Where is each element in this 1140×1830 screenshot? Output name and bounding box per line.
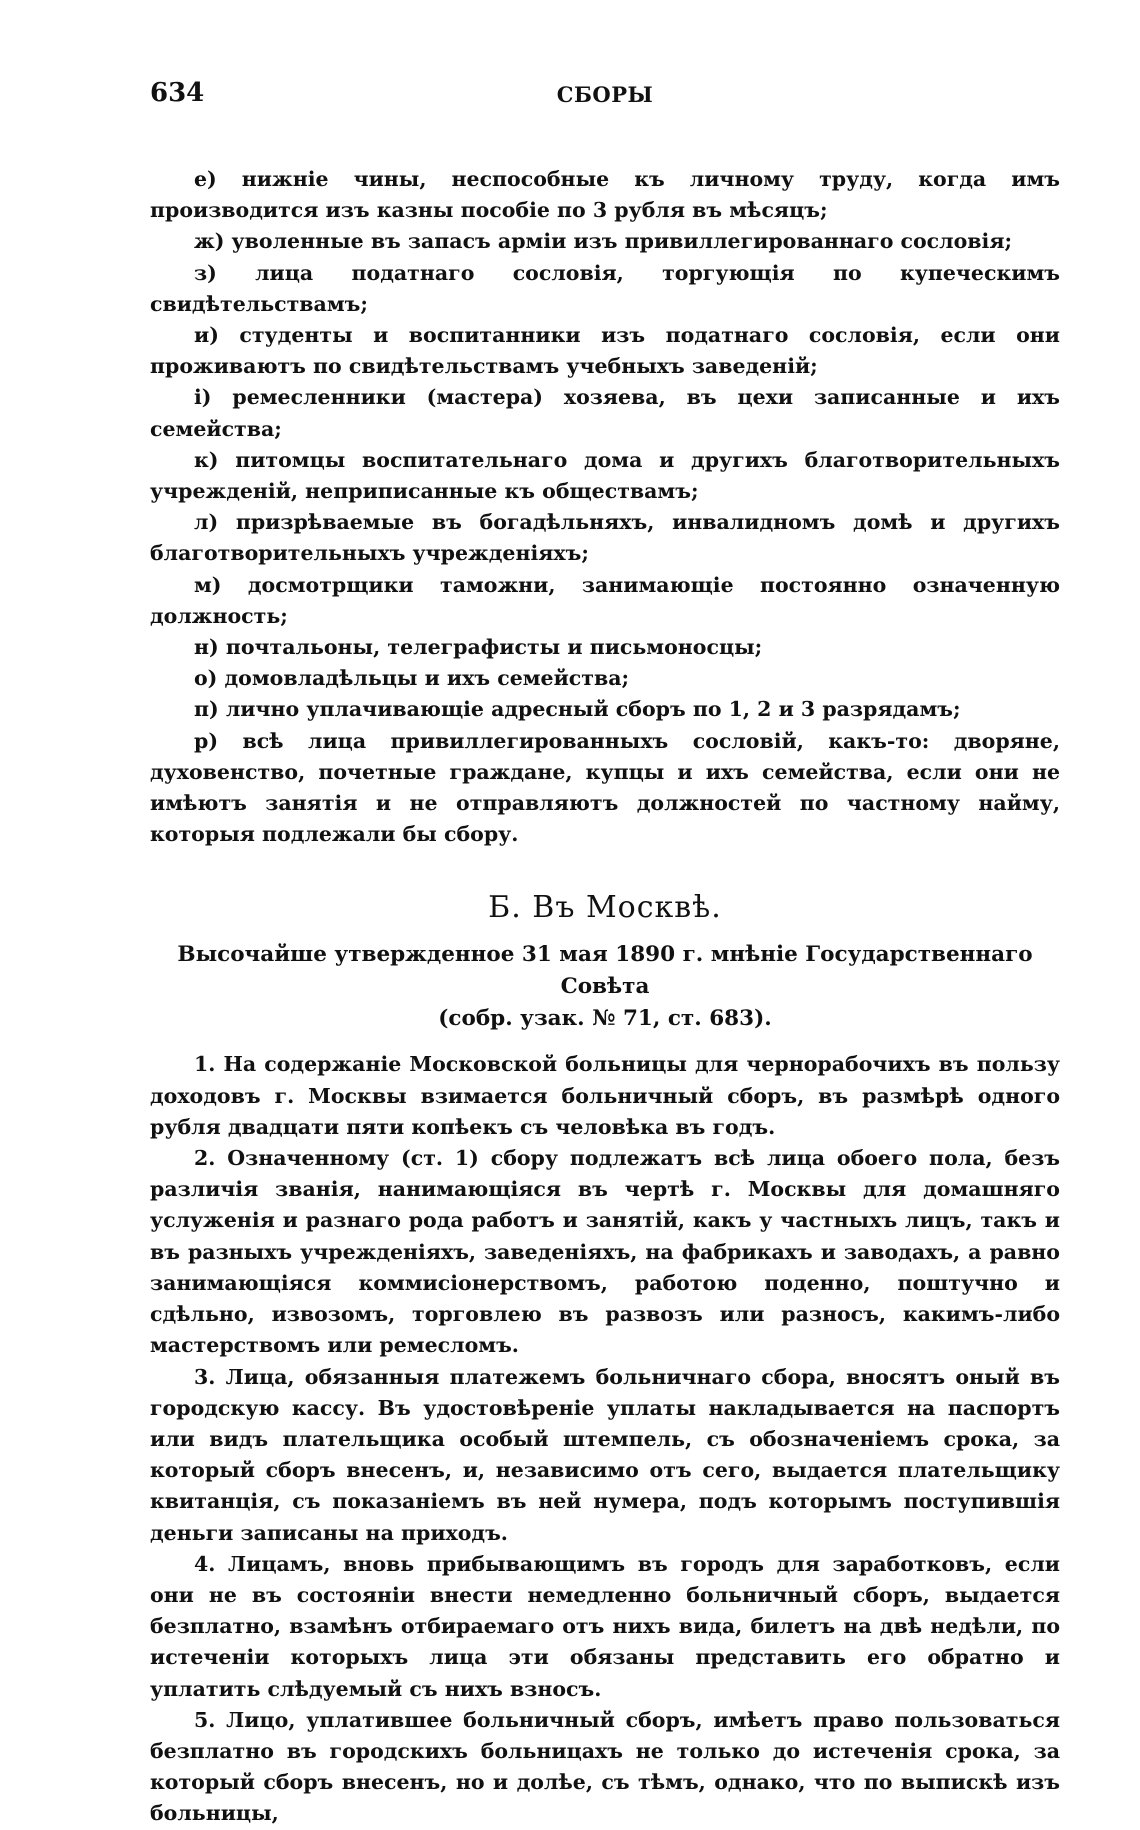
list-item: н) почтальоны, телеграфисты и письмоносцы; (194, 635, 763, 660)
decree-title (150, 939, 1060, 1035)
list-item: з) лица податнаго сословія, торгующія по купеческимъ свидѣтельствамъ; (150, 260, 1060, 316)
list-item: и) студенты и воспитанники изъ податнаго сословія, если они проживаютъ по свидѣтельствамъ учебныхъ заведеній; (150, 323, 1060, 379)
section-heading: Б. Въ Москвѣ. (488, 890, 722, 926)
decree-title-line: Высочайше утвержденное 31 мая 1890 г. мнѣніе Государственнаго Совѣта (177, 942, 1033, 1000)
decree-articles (150, 1049, 1060, 1829)
list-item: п) лично уплачивающіе адресный сборъ по 1, 2 и 3 разрядамъ; (194, 697, 961, 722)
decree-citation: (собр. узак. № 71, ст. 683). (438, 1006, 772, 1032)
article-paragraph: 1. На содержаніе Московской больницы для чернорабочихъ въ пользу доходовъ г. Москвы взимается больничный сборъ, въ размѣрѣ одного рубля двадцати пяти копѣекъ съ человѣка въ годъ. (150, 1052, 1060, 1139)
list-item: е) нижніе чины, неспособные къ личному труду, когда имъ производится изъ казны пособіе по 3 рубля въ мѣсяцъ; (150, 167, 1060, 223)
list-item: ж) уволенные въ запасъ арміи изъ привиллегированнаго сословія; (194, 229, 1013, 254)
article-paragraph: 4. Лицамъ, вновь прибывающимъ въ городъ для заработковъ, если они не въ состояніи внести немедленно больничный сборъ, выдается безплатно, взамѣнъ отбираемаго отъ нихъ вида, билетъ на двѣ недѣли, по истеченіи которыхъ лица эти обязаны представить его обратно и уплатить слѣдуемый съ нихъ взносъ. (150, 1551, 1060, 1701)
list-item: о) домовладѣльцы и ихъ семейства; (194, 666, 630, 691)
page-number: 634 (150, 78, 205, 108)
exemption-list (150, 164, 1060, 850)
article-paragraph: 2. Означенному (ст. 1) сбору подлежатъ всѣ лица обоего пола, безъ различія званія, нанимающіяся въ чертѣ г. Москвы для домашняго услуженія и разнаго рода работъ и занятій, какъ у частныхъ лицъ, такъ и въ разныхъ учрежденіяхъ, заведеніяхъ, на фабрикахъ и заводахъ, а равно занимающіяся коммисіонерствомъ, работою поденно, поштучно и сдѣльно, извозомъ, торговлею въ развозъ или разносъ, какимъ-либо мастерствомъ или ремесломъ. (150, 1146, 1060, 1358)
list-item: л) призрѣваемые въ богадѣльняхъ, инвалидномъ домѣ и другихъ благотворительныхъ учрежденіяхъ; (150, 510, 1060, 566)
running-title: СБОРЫ (556, 82, 654, 107)
list-item: р) всѣ лица привиллегированныхъ сословій, какъ-то: дворяне, духовенство, почетные граждане, купцы и ихъ семейства, если они не имѣютъ занятія и не отправляютъ должностей по частному найму, которыя подлежали бы сбору. (150, 728, 1060, 847)
list-item: м) досмотрщики таможни, занимающіе постоянно означенную должность; (150, 572, 1060, 628)
running-head (150, 78, 1060, 118)
list-item: і) ремесленники (мастера) хозяева, въ цехи записанные и ихъ семейства; (150, 385, 1060, 441)
article-paragraph: 3. Лица, обязанныя платежемъ больничнаго сбора, вносятъ оный въ городскую кассу. Въ удостовѣреніе уплаты накладывается на паспортъ или видъ плательщика особый штемпель, съ обозначеніемъ срока, за который сборъ внесенъ, и, независимо отъ сего, выдается плательщику квитанція, съ показаніемъ въ ней нумера, подъ которымъ поступившія деньги записаны на приходъ. (150, 1364, 1060, 1545)
list-item: к) питомцы воспитательнаго дома и другихъ благотворительныхъ учрежденій, неприписанные къ обществамъ; (150, 447, 1060, 504)
article-paragraph: 5. Лицо, уплатившее больничный сборъ, имѣетъ право пользоваться безплатно въ городскихъ больницахъ не только до истеченія срока, за который сборъ внесенъ, но и долѣе, съ тѣмъ, однако, что по выпискѣ изъ больницы, (150, 1707, 1060, 1826)
